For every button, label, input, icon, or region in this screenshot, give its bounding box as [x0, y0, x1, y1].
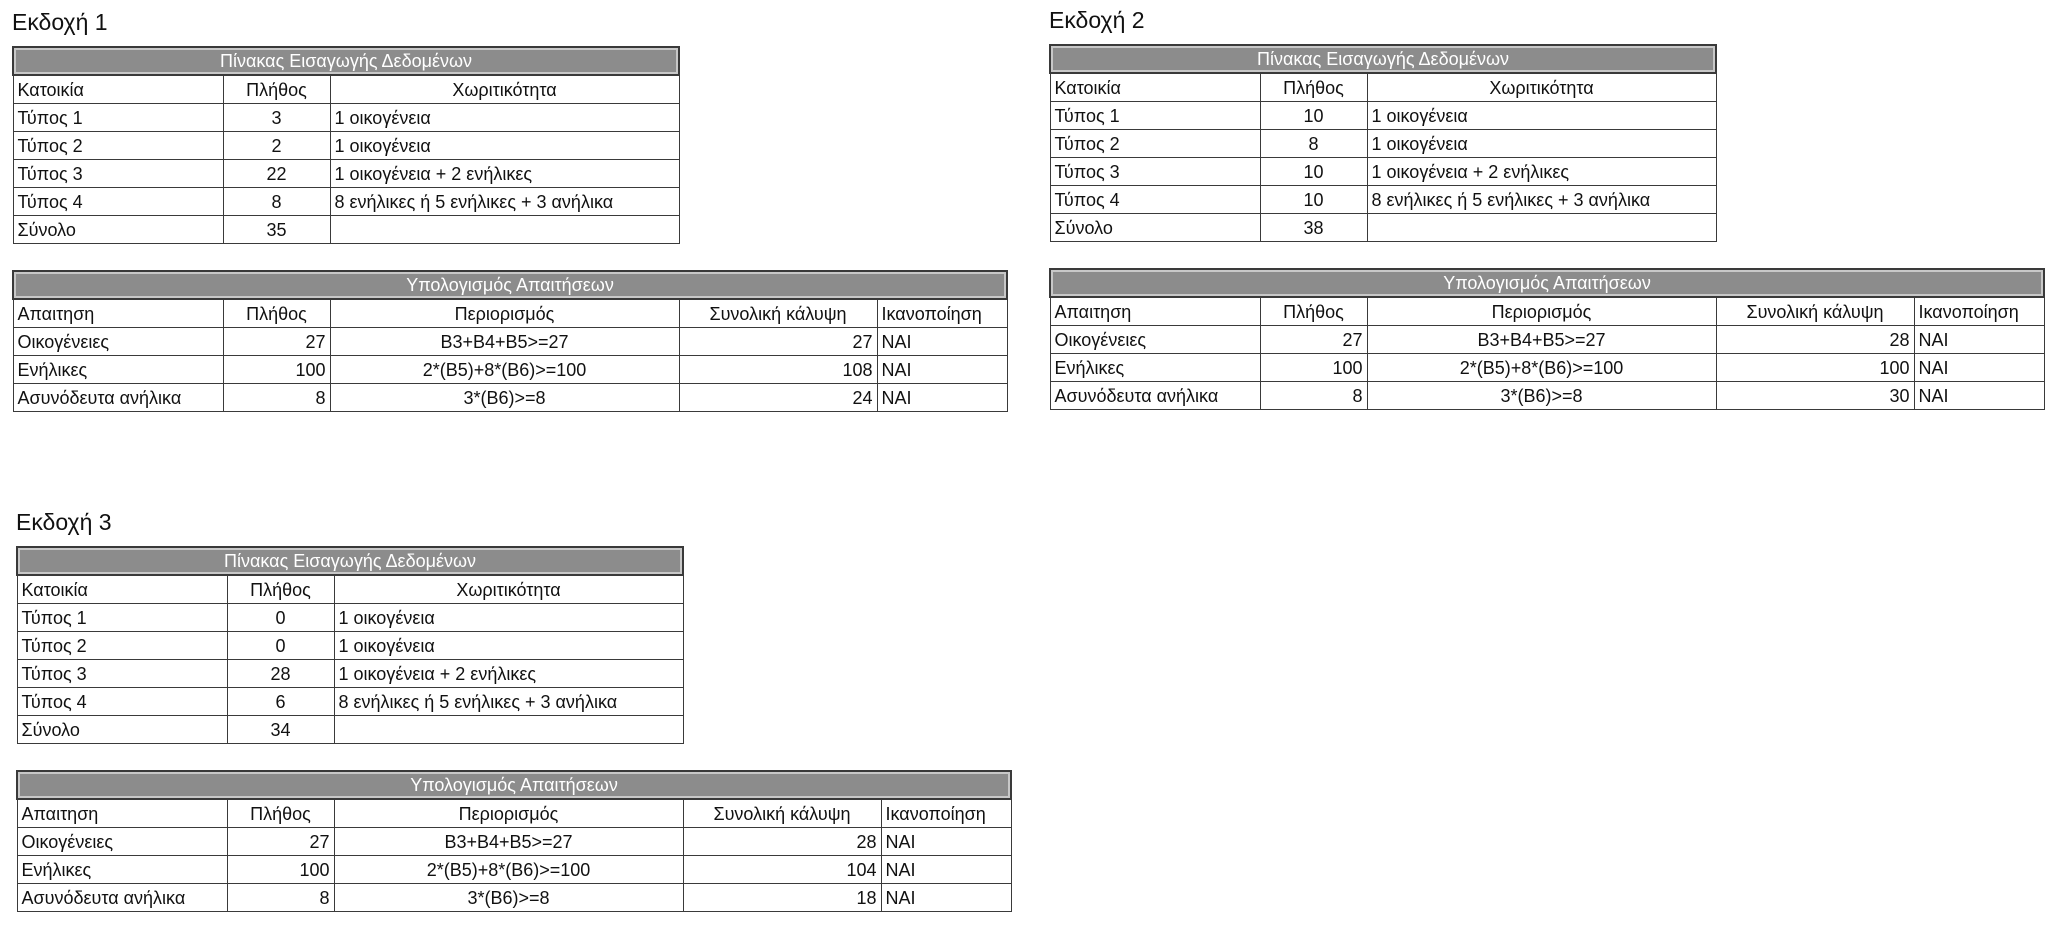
table-cell: NAI — [877, 356, 1007, 384]
column-header: Απαιτηση — [13, 299, 223, 328]
table-cell: 0 — [227, 604, 334, 632]
table-row — [13, 384, 1007, 412]
input-data-table — [1049, 44, 1717, 242]
table-row — [13, 188, 679, 216]
column-header: Περιορισμός — [330, 299, 679, 328]
column-header: Ικανοποίηση — [881, 799, 1011, 828]
input-data-title: Πίνακας Εισαγωγής Δεδομένων — [1050, 45, 1716, 73]
column-header: Συνολική κάλυψη — [679, 299, 877, 328]
table-cell: Ασυνόδευτα ανήλικα — [1050, 382, 1260, 410]
column-header: Πλήθος — [227, 575, 334, 604]
table-cell: 2*(B5)+8*(B6)>=100 — [330, 356, 679, 384]
requirements-calc-table — [16, 770, 1012, 912]
input-data-column-header-row — [13, 75, 679, 104]
requirements-calc-title: Υπολογισμός Απαιτήσεων — [17, 771, 1011, 799]
table-cell: Τύπος 3 — [1050, 158, 1260, 186]
table-cell: Τύπος 1 — [1050, 102, 1260, 130]
table-cell: 28 — [1716, 326, 1914, 354]
table-cell: NAI — [881, 884, 1011, 912]
table-row — [1050, 382, 2044, 410]
table-cell: 1 οικογένεια + 2 ενήλικες — [334, 660, 683, 688]
table-cell: Σύνολο — [17, 716, 227, 744]
requirements-calc-column-header-row — [17, 799, 1011, 828]
table-cell: 100 — [1260, 354, 1367, 382]
table-cell: B3+B4+B5>=27 — [334, 828, 683, 856]
requirements-calc-title-row — [17, 771, 1011, 799]
table-cell: Ασυνόδευτα ανήλικα — [13, 384, 223, 412]
table-row — [13, 104, 679, 132]
input-data-column-header-row — [17, 575, 683, 604]
table-cell: 2*(B5)+8*(B6)>=100 — [1367, 354, 1716, 382]
table-cell: 24 — [679, 384, 877, 412]
table-cell: Τύπος 4 — [17, 688, 227, 716]
version-title: Εκδοχή 1 — [12, 9, 108, 35]
table-row — [17, 716, 683, 744]
table-cell: Τύπος 4 — [1050, 186, 1260, 214]
column-header: Κατοικία — [17, 575, 227, 604]
table-cell: 10 — [1260, 186, 1367, 214]
table-row — [1050, 130, 1716, 158]
table-row — [17, 856, 1011, 884]
table-cell: 108 — [679, 356, 877, 384]
table-cell: 28 — [683, 828, 881, 856]
table-cell: Τύπος 3 — [13, 160, 223, 188]
requirements-calc-table — [1049, 268, 2045, 410]
table-cell: 2 — [223, 132, 330, 160]
table-cell: Σύνολο — [1050, 214, 1260, 242]
table-row — [13, 160, 679, 188]
table-cell: NAI — [877, 384, 1007, 412]
table-cell: 8 ενήλικες ή 5 ενήλικες + 3 ανήλικα — [334, 688, 683, 716]
spacer — [16, 744, 1012, 770]
table-cell: 1 οικογένεια + 2 ενήλικες — [1367, 158, 1716, 186]
table-cell: 1 οικογένεια — [1367, 102, 1716, 130]
table-cell: Τύπος 2 — [13, 132, 223, 160]
column-header: Κατοικία — [13, 75, 223, 104]
column-header: Πλήθος — [223, 75, 330, 104]
table-cell: Τύπος 3 — [17, 660, 227, 688]
version-block-2 — [1049, 6, 2045, 410]
table-cell: 1 οικογένεια — [330, 132, 679, 160]
table-row — [13, 328, 1007, 356]
input-data-title-row — [1050, 45, 1716, 73]
table-row — [17, 604, 683, 632]
table-cell: 1 οικογένεια — [1367, 130, 1716, 158]
column-header: Απαιτηση — [1050, 297, 1260, 326]
table-row — [13, 216, 679, 244]
table-cell: 35 — [223, 216, 330, 244]
table-cell: NAI — [877, 328, 1007, 356]
version-block-3 — [16, 508, 1012, 912]
table-cell: Ενήλικες — [13, 356, 223, 384]
table-cell: Σύνολο — [13, 216, 223, 244]
requirements-calc-table — [12, 270, 1008, 412]
input-data-column-header-row — [1050, 73, 1716, 102]
column-header: Χωριτικότητα — [334, 575, 683, 604]
table-cell: Τύπος 2 — [17, 632, 227, 660]
requirements-calc-title-row — [1050, 269, 2044, 297]
version-title: Εκδοχή 3 — [16, 509, 112, 535]
requirements-calc-title-row — [13, 271, 1007, 299]
table-cell: NAI — [1914, 382, 2044, 410]
table-cell: Ενήλικες — [17, 856, 227, 884]
table-cell: 27 — [679, 328, 877, 356]
column-header: Κατοικία — [1050, 73, 1260, 102]
table-cell: 8 ενήλικες ή 5 ενήλικες + 3 ανήλικα — [330, 188, 679, 216]
table-cell: B3+B4+B5>=27 — [330, 328, 679, 356]
table-cell: 1 οικογένεια + 2 ενήλικες — [330, 160, 679, 188]
column-header: Χωριτικότητα — [1367, 73, 1716, 102]
table-row — [1050, 186, 1716, 214]
table-cell: NAI — [881, 856, 1011, 884]
table-cell: 2*(B5)+8*(B6)>=100 — [334, 856, 683, 884]
table-cell: 6 — [227, 688, 334, 716]
table-row — [17, 828, 1011, 856]
table-row — [17, 632, 683, 660]
table-cell: 8 — [223, 384, 330, 412]
table-cell: Ενήλικες — [1050, 354, 1260, 382]
table-row — [1050, 326, 2044, 354]
spacer — [1049, 242, 2045, 268]
table-cell: NAI — [881, 828, 1011, 856]
input-data-table — [16, 546, 684, 744]
table-cell: 1 οικογένεια — [334, 632, 683, 660]
table-cell: 8 — [223, 188, 330, 216]
table-cell: Οικογένειες — [1050, 326, 1260, 354]
requirements-calc-title: Υπολογισμός Απαιτήσεων — [13, 271, 1007, 299]
table-cell: 100 — [227, 856, 334, 884]
column-header: Πλήθος — [1260, 297, 1367, 326]
version-block-1 — [12, 8, 1008, 412]
requirements-calc-column-header-row — [13, 299, 1007, 328]
table-cell: Τύπος 1 — [13, 104, 223, 132]
table-row — [13, 356, 1007, 384]
table-cell: Ασυνόδευτα ανήλικα — [17, 884, 227, 912]
input-data-title-row — [13, 47, 679, 75]
table-cell: 8 — [227, 884, 334, 912]
table-cell: 8 — [1260, 382, 1367, 410]
table-cell: 100 — [223, 356, 330, 384]
table-cell: 34 — [227, 716, 334, 744]
table-cell: Τύπος 2 — [1050, 130, 1260, 158]
table-row — [1050, 158, 1716, 186]
table-cell: B3+B4+B5>=27 — [1367, 326, 1716, 354]
table-cell: 3 — [223, 104, 330, 132]
table-cell: 0 — [227, 632, 334, 660]
table-cell — [330, 216, 679, 244]
table-row — [17, 688, 683, 716]
table-cell: 38 — [1260, 214, 1367, 242]
table-cell: 28 — [227, 660, 334, 688]
table-cell: 100 — [1716, 354, 1914, 382]
column-header: Χωριτικότητα — [330, 75, 679, 104]
table-cell: 27 — [227, 828, 334, 856]
table-cell: 104 — [683, 856, 881, 884]
column-header: Ικανοποίηση — [877, 299, 1007, 328]
table-cell: Τύπος 4 — [13, 188, 223, 216]
table-cell: 10 — [1260, 158, 1367, 186]
column-header: Συνολική κάλυψη — [683, 799, 881, 828]
table-cell: Τύπος 1 — [17, 604, 227, 632]
table-cell: 3*(B6)>=8 — [1367, 382, 1716, 410]
input-data-title: Πίνακας Εισαγωγής Δεδομένων — [17, 547, 683, 575]
table-row — [1050, 102, 1716, 130]
table-cell: 1 οικογένεια — [334, 604, 683, 632]
table-cell: 3*(B6)>=8 — [330, 384, 679, 412]
column-header: Περιορισμός — [1367, 297, 1716, 326]
table-cell: NAI — [1914, 354, 2044, 382]
table-row — [17, 884, 1011, 912]
table-cell: 3*(B6)>=8 — [334, 884, 683, 912]
table-cell: 27 — [223, 328, 330, 356]
table-row — [1050, 354, 2044, 382]
requirements-calc-column-header-row — [1050, 297, 2044, 326]
requirements-calc-title: Υπολογισμός Απαιτήσεων — [1050, 269, 2044, 297]
table-cell: 22 — [223, 160, 330, 188]
table-row — [1050, 214, 1716, 242]
column-header: Ικανοποίηση — [1914, 297, 2044, 326]
input-data-table — [12, 46, 680, 244]
table-cell: NAI — [1914, 326, 2044, 354]
table-cell: Οικογένειες — [13, 328, 223, 356]
table-cell: 27 — [1260, 326, 1367, 354]
table-cell: 18 — [683, 884, 881, 912]
column-header: Συνολική κάλυψη — [1716, 297, 1914, 326]
input-data-title-row — [17, 547, 683, 575]
column-header: Πλήθος — [223, 299, 330, 328]
table-cell: Οικογένειες — [17, 828, 227, 856]
table-cell — [334, 716, 683, 744]
table-cell: 10 — [1260, 102, 1367, 130]
table-row — [17, 660, 683, 688]
table-cell: 30 — [1716, 382, 1914, 410]
table-cell — [1367, 214, 1716, 242]
table-cell: 8 — [1260, 130, 1367, 158]
column-header: Πλήθος — [227, 799, 334, 828]
input-data-title: Πίνακας Εισαγωγής Δεδομένων — [13, 47, 679, 75]
table-cell: 8 ενήλικες ή 5 ενήλικες + 3 ανήλικα — [1367, 186, 1716, 214]
spacer — [12, 244, 1008, 270]
table-row — [13, 132, 679, 160]
column-header: Πλήθος — [1260, 73, 1367, 102]
version-title: Εκδοχή 2 — [1049, 7, 1145, 33]
table-cell: 1 οικογένεια — [330, 104, 679, 132]
column-header: Περιορισμός — [334, 799, 683, 828]
column-header: Απαιτηση — [17, 799, 227, 828]
